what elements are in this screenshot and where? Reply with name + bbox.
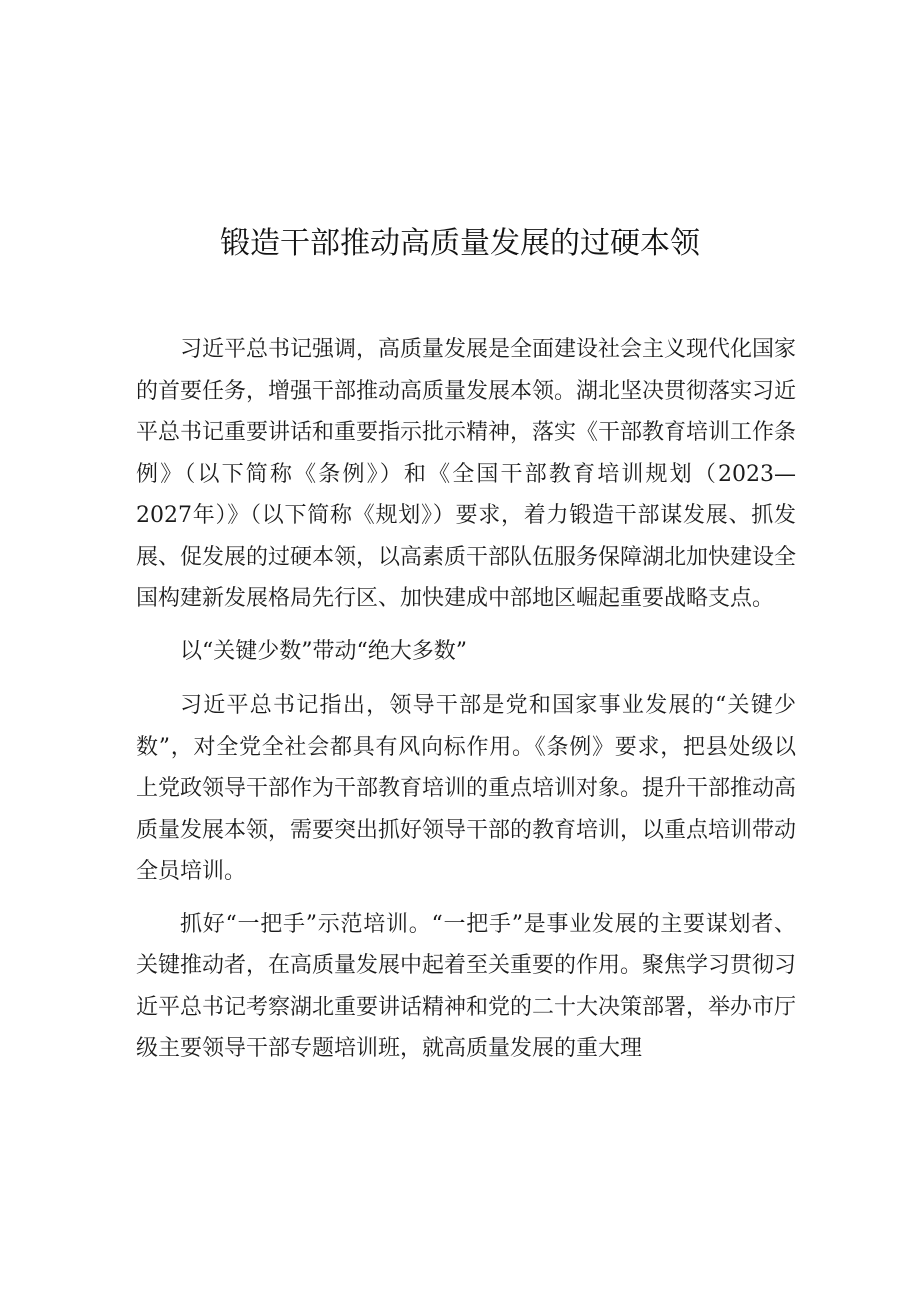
paragraph-key-minority: 习近平总书记指出，领导干部是党和国家事业发展的“关键少数”，对全党全社会都具有风向标作用。《条例》要求，把县处级以上党政领导干部作为干部教育培训的重点培训对象。提升干部推动高质量发展本领，需要突出抓好领导干部的教育培训，以重点培训带动全员培训。 <box>136 693 797 884</box>
paragraph-top-leader-training: 抓好“一把手”示范培训。“一把手”是事业发展的主要谋划者、关键推动者，在高质量发展中起着至关重要的作用。聚焦学习贯彻习近平总书记考察湖北重要讲话精神和党的二十大决策部署，举办市厅级主要领导干部专题培训班，就高质量发展的重大理 <box>136 911 797 1061</box>
section-heading: 以“关键少数”带动“绝大多数” <box>180 638 467 664</box>
document-title: 锻造干部推动高质量发展的过硬本领 <box>220 226 700 261</box>
paragraph-intro: 习近平总书记强调，高质量发展是全面建设社会主义现代化国家的首要任务，增强干部推动高质量发展本领。湖北坚决贯彻落实习近平总书记重要讲话和重要指示批示精神，落实《干部教育培训工作条例》（以下简称《条例》）和《全国干部教育培训规划（2023—2027年）》（以下简称《规划》）要求，着力锻造干部谋发展、抓发展、促发展的过硬本领，以高素质干部队伍服务保障湖北加快建设全国构建新发展格局先行区、加快建成中部地区崛起重要战略支点。 <box>136 337 797 611</box>
document-body <box>136 329 796 1081</box>
